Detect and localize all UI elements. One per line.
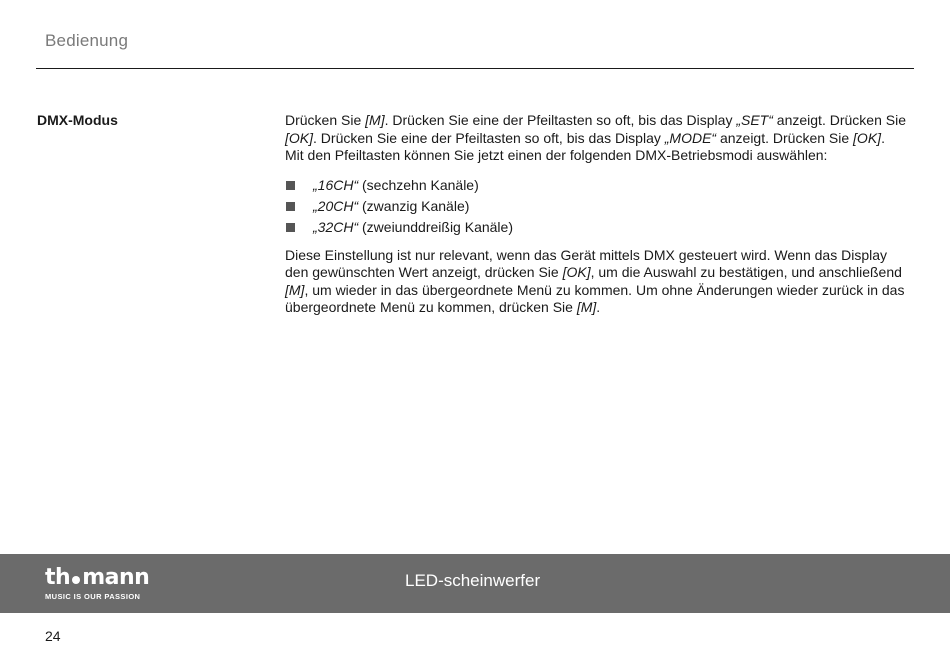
logo-wordmark: th mann <box>45 565 150 590</box>
page-header-title: Bedienung <box>45 31 129 50</box>
page-number: 24 <box>45 628 61 644</box>
logo-dot-icon <box>72 576 80 584</box>
thomann-logo <box>45 567 149 601</box>
list-item: „20CH“ (zwanzig Kanäle) <box>285 196 907 217</box>
intro-paragraph: Drücken Sie [M]. Drücken Sie eine der Pfeiltasten so oft, bis das Display „SET“ anzeigt. Drücken Sie [OK]. Drücken Sie eine der Pfeiltasten so oft, bis das Display „MODE“ anzeigt. Drücken Sie [OK]. Mit den Pfeiltasten können Sie jetzt einen der folgenden DMX-Betriebsmodi auswählen: <box>285 112 906 163</box>
list-item: „32CH“ (zweiunddreißig Kanäle) <box>285 217 907 238</box>
logo-tagline: MUSIC IS OUR PASSION <box>45 592 141 601</box>
section-label: DMX-Modus <box>37 112 118 128</box>
dmx-mode-list <box>285 175 907 238</box>
list-item: „16CH“ (sechzehn Kanäle) <box>285 175 907 196</box>
square-bullet-icon <box>286 223 295 232</box>
square-bullet-icon <box>286 181 295 190</box>
square-bullet-icon <box>286 202 295 211</box>
note-paragraph: Diese Einstellung ist nur relevant, wenn das Gerät mittels DMX gesteuert wird. Wenn das Display den gewünschten Wert anzeigt, drücken Sie [OK], um die Auswahl zu bestätigen, und anschließend [M], um wieder in das übergeordnete Menü zu kommen. Um ohne Änderungen wieder zurück in das übergeordnete Menü zu kommen, drücken Sie [M]. <box>285 246 905 315</box>
header-divider <box>36 68 914 69</box>
footer-product-name: LED-scheinwerfer <box>405 571 541 590</box>
section-content <box>285 112 907 317</box>
